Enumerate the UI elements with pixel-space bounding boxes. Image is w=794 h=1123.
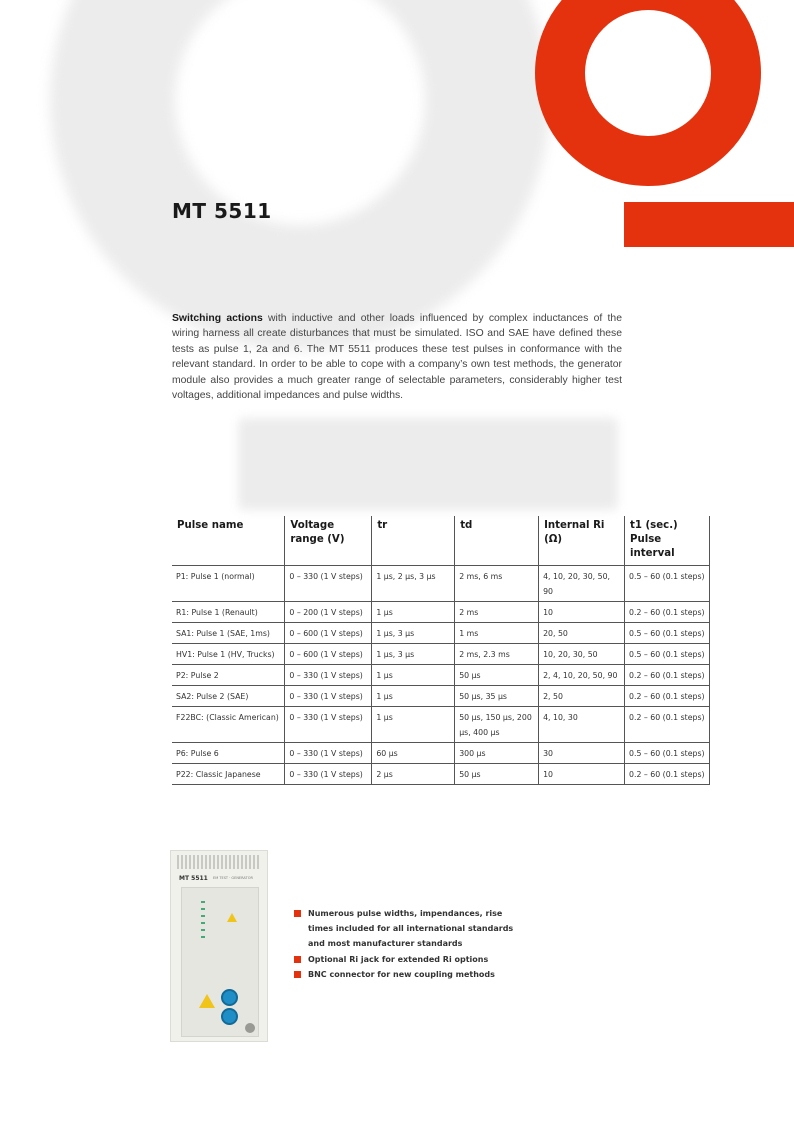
table-row <box>172 764 710 785</box>
high-voltage-warning-icon <box>199 994 215 1008</box>
pulse-parameter-table <box>172 516 710 785</box>
cell-td: 2 ms <box>455 602 539 623</box>
cell-pulse-name: P22: Classic Japanese <box>172 764 285 785</box>
table-row <box>172 623 710 644</box>
device-model-label: MT 5511 <box>179 875 208 882</box>
cell-t1: 0.2 – 60 (0.1 steps) <box>625 764 710 785</box>
cell-t1: 0.5 – 60 (0.1 steps) <box>625 623 710 644</box>
col-header-t1-label: t1 (sec.) <box>630 520 678 531</box>
generator-module-photo <box>170 850 268 1042</box>
cell-voltage-range: 0 – 600 (1 V steps) <box>285 623 372 644</box>
background-block-watermark <box>238 418 618 510</box>
brand-ring-graphic <box>535 0 761 186</box>
cell-td: 50 µs, 150 µs, 200 µs, 400 µs <box>455 707 539 743</box>
cell-voltage-range: 0 – 330 (1 V steps) <box>285 686 372 707</box>
cell-pulse-name: SA2: Pulse 2 (SAE) <box>172 686 285 707</box>
cell-pulse-name: F22BC: (Classic American) <box>172 707 285 743</box>
col-header-internal-ri: Internal Ri (Ω) <box>539 516 625 566</box>
cell-pulse-name: P2: Pulse 2 <box>172 665 285 686</box>
cell-pulse-name: P6: Pulse 6 <box>172 743 285 764</box>
cell-tr: 1 µs, 3 µs <box>372 623 455 644</box>
cell-internal-ri: 4, 10, 20, 30, 50, 90 <box>539 566 625 602</box>
warning-icon <box>227 913 237 922</box>
table-row <box>172 566 710 602</box>
table-row <box>172 743 710 764</box>
cell-voltage-range: 0 – 330 (1 V steps) <box>285 764 372 785</box>
feature-item: Numerous pulse widths, impendances, rise times included for all international standards and most manufacturer standards <box>294 906 524 952</box>
cell-internal-ri: 10 <box>539 764 625 785</box>
cell-internal-ri: 2, 50 <box>539 686 625 707</box>
device-front-panel <box>181 887 259 1037</box>
status-led <box>201 908 205 910</box>
cell-internal-ri: 10 <box>539 602 625 623</box>
cell-voltage-range: 0 – 600 (1 V steps) <box>285 644 372 665</box>
feature-item: Optional Ri jack for extended Ri options <box>294 952 524 967</box>
cell-voltage-range: 0 – 330 (1 V steps) <box>285 665 372 686</box>
cell-td: 50 µs, 35 µs <box>455 686 539 707</box>
bnc-connector <box>245 1023 255 1033</box>
table-row <box>172 707 710 743</box>
col-header-t1-sub: Pulse interval <box>630 534 675 559</box>
cell-t1: 0.5 – 60 (0.1 steps) <box>625 566 710 602</box>
cell-tr: 1 µs <box>372 686 455 707</box>
table-row <box>172 686 710 707</box>
cell-t1: 0.5 – 60 (0.1 steps) <box>625 644 710 665</box>
cell-tr: 2 µs <box>372 764 455 785</box>
cell-tr: 1 µs <box>372 665 455 686</box>
cell-pulse-name: HV1: Pulse 1 (HV, Trucks) <box>172 644 285 665</box>
cell-tr: 1 µs <box>372 602 455 623</box>
output-jack <box>221 1008 238 1025</box>
status-led <box>201 915 205 917</box>
cell-voltage-range: 0 – 330 (1 V steps) <box>285 743 372 764</box>
table-row <box>172 602 710 623</box>
status-led <box>201 936 205 938</box>
device-brand-label: EM TEST · GENERATOR <box>213 876 253 880</box>
cell-td: 50 µs <box>455 764 539 785</box>
cell-internal-ri: 10, 20, 30, 50 <box>539 644 625 665</box>
feature-item: BNC connector for new coupling methods <box>294 967 524 982</box>
cell-internal-ri: 30 <box>539 743 625 764</box>
col-header-pulse-name: Pulse name <box>172 516 285 566</box>
cell-pulse-name: SA1: Pulse 1 (SAE, 1ms) <box>172 623 285 644</box>
status-led <box>201 922 205 924</box>
cell-t1: 0.2 – 60 (0.1 steps) <box>625 686 710 707</box>
status-led <box>201 901 205 903</box>
page-title: MT 5511 <box>172 199 272 223</box>
background-ring-watermark <box>50 0 550 350</box>
cell-t1: 0.5 – 60 (0.1 steps) <box>625 743 710 764</box>
col-header-voltage-range: Voltage range (V) <box>285 516 372 566</box>
feature-list <box>294 906 524 982</box>
cell-internal-ri: 2, 4, 10, 20, 50, 90 <box>539 665 625 686</box>
col-header-tr: tr <box>372 516 455 566</box>
cell-td: 300 µs <box>455 743 539 764</box>
cell-tr: 1 µs, 3 µs <box>372 644 455 665</box>
cell-tr: 60 µs <box>372 743 455 764</box>
cell-pulse-name: R1: Pulse 1 (Renault) <box>172 602 285 623</box>
col-header-td: td <box>455 516 539 566</box>
output-jack <box>221 989 238 1006</box>
cell-td: 1 ms <box>455 623 539 644</box>
intro-paragraph <box>172 311 622 403</box>
cell-voltage-range: 0 – 330 (1 V steps) <box>285 707 372 743</box>
cell-internal-ri: 4, 10, 30 <box>539 707 625 743</box>
table-header-row <box>172 516 710 566</box>
cell-voltage-range: 0 – 330 (1 V steps) <box>285 566 372 602</box>
intro-lead: Switching actions <box>172 313 263 324</box>
intro-text: with inductive and other loads influenced by complex inductances of the wiring harness all create disturbances that must be simulated. ISO and SAE have defined these tests as pulse 1, 2a and 6. The MT 5511 produces these test pulses in conformance with the relevant standard. In order to be able to cope with a company’s own test methods, the generator module also provides a much greater range of selectable parameters, considerably higher test voltages, additional impedances and pulse widths. <box>172 313 622 402</box>
cell-td: 2 ms, 2.3 ms <box>455 644 539 665</box>
cell-td: 50 µs <box>455 665 539 686</box>
vent-grill <box>177 855 261 869</box>
cell-t1: 0.2 – 60 (0.1 steps) <box>625 665 710 686</box>
status-led <box>201 929 205 931</box>
cell-tr: 1 µs, 2 µs, 3 µs <box>372 566 455 602</box>
cell-pulse-name: P1: Pulse 1 (normal) <box>172 566 285 602</box>
cell-t1: 0.2 – 60 (0.1 steps) <box>625 602 710 623</box>
cell-internal-ri: 20, 50 <box>539 623 625 644</box>
cell-voltage-range: 0 – 200 (1 V steps) <box>285 602 372 623</box>
cell-t1: 0.2 – 60 (0.1 steps) <box>625 707 710 743</box>
col-header-t1 <box>625 516 710 566</box>
cell-tr: 1 µs <box>372 707 455 743</box>
brand-bar-graphic <box>624 202 794 247</box>
table-row <box>172 665 710 686</box>
table-row <box>172 644 710 665</box>
cell-td: 2 ms, 6 ms <box>455 566 539 602</box>
